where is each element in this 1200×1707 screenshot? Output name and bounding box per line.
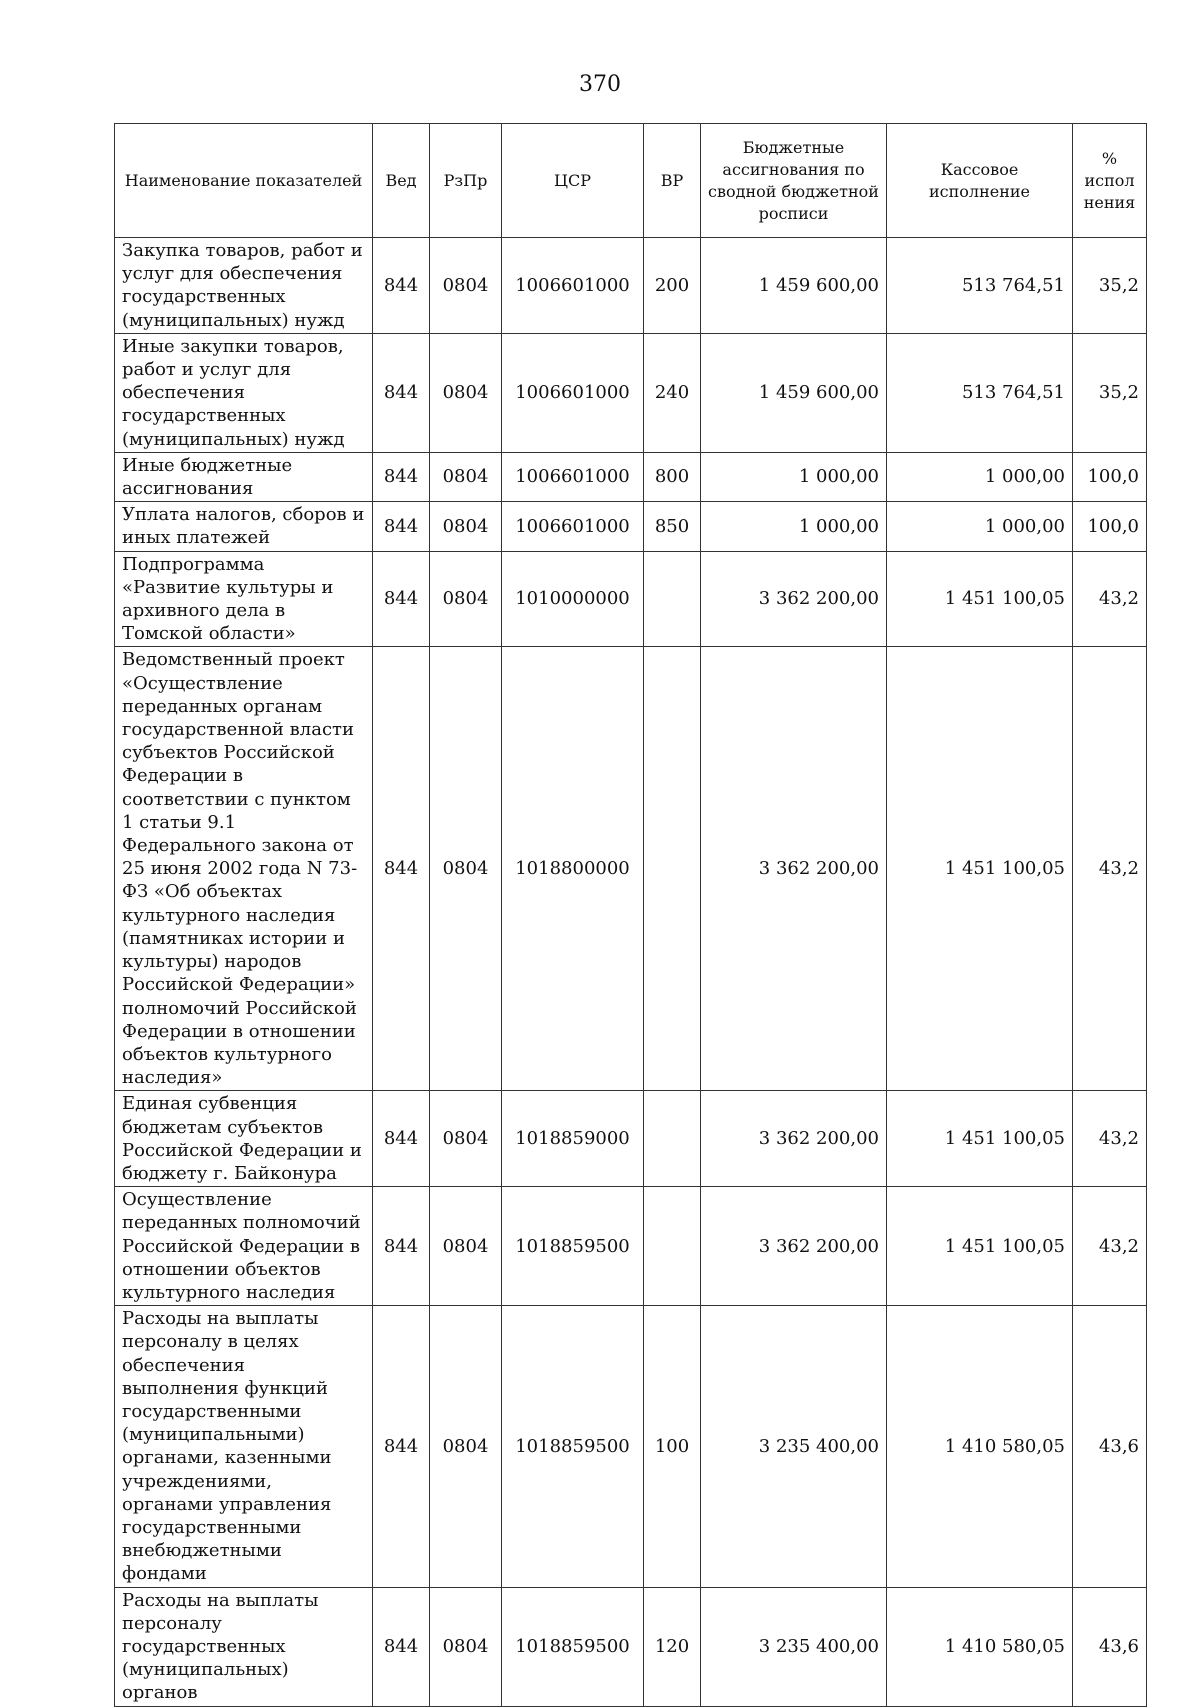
table-row	[115, 1587, 1147, 1706]
row-rzpr: 0804	[430, 238, 502, 334]
row-ved: 844	[373, 238, 430, 334]
row-ved: 844	[373, 333, 430, 452]
row-name: Иные закупки товаров, работ и услуг для обеспечения государственных (муниципальных) нужд	[115, 333, 373, 452]
table-row	[115, 1306, 1147, 1587]
row-percent: 43,6	[1073, 1306, 1147, 1587]
row-executed: 1 410 580,05	[887, 1306, 1073, 1587]
row-executed: 513 764,51	[887, 238, 1073, 334]
row-vr: 120	[644, 1587, 701, 1706]
table-row	[115, 452, 1147, 501]
row-ved: 844	[373, 1306, 430, 1587]
row-executed: 1 000,00	[887, 452, 1073, 501]
row-ved: 844	[373, 647, 430, 1091]
row-vr: 100	[644, 1306, 701, 1587]
row-vr: 850	[644, 502, 701, 551]
row-percent: 35,2	[1073, 238, 1147, 334]
row-csr: 1006601000	[502, 502, 644, 551]
row-rzpr: 0804	[430, 647, 502, 1091]
row-percent: 35,2	[1073, 333, 1147, 452]
row-assigned: 3 362 200,00	[701, 1187, 887, 1306]
row-executed: 513 764,51	[887, 333, 1073, 452]
row-executed: 1 451 100,05	[887, 1187, 1073, 1306]
row-percent: 100,0	[1073, 502, 1147, 551]
header-csr: ЦСР	[502, 124, 644, 238]
row-percent: 43,2	[1073, 647, 1147, 1091]
row-ved: 844	[373, 452, 430, 501]
row-name: Расходы на выплаты персоналу государственных (муниципальных) органов	[115, 1587, 373, 1706]
header-assigned: Бюджетные ассигнования по сводной бюджетной росписи	[701, 124, 887, 238]
row-csr: 1006601000	[502, 333, 644, 452]
row-executed: 1 451 100,05	[887, 647, 1073, 1091]
row-ved: 844	[373, 1187, 430, 1306]
row-csr: 1018800000	[502, 647, 644, 1091]
table-row	[115, 238, 1147, 334]
header-name: Наименование показателей	[115, 124, 373, 238]
row-rzpr: 0804	[430, 1306, 502, 1587]
row-vr: 800	[644, 452, 701, 501]
row-name: Подпрограмма «Развитие культуры и архивного дела в Томской области»	[115, 551, 373, 647]
row-vr: 200	[644, 238, 701, 334]
row-rzpr: 0804	[430, 333, 502, 452]
row-name: Расходы на выплаты персоналу в целях обеспечения выполнения функций государственными (муниципальными) органами, казенными учреждениями, органами управления государственными внебюджетными фондами	[115, 1306, 373, 1587]
table-header-row	[115, 124, 1147, 238]
row-csr: 1006601000	[502, 238, 644, 334]
row-name: Закупка товаров, работ и услуг для обеспечения государственных (муниципальных) нужд	[115, 238, 373, 334]
row-csr: 1006601000	[502, 452, 644, 501]
row-percent: 43,2	[1073, 1091, 1147, 1187]
row-assigned: 3 362 200,00	[701, 647, 887, 1091]
row-assigned: 1 459 600,00	[701, 333, 887, 452]
row-rzpr: 0804	[430, 1091, 502, 1187]
row-ved: 844	[373, 1091, 430, 1187]
row-ved: 844	[373, 1587, 430, 1706]
row-csr: 1018859500	[502, 1306, 644, 1587]
row-name: Единая субвенция бюджетам субъектов Российской Федерации и бюджету г. Байконура	[115, 1091, 373, 1187]
row-name: Иные бюджетные ассигнования	[115, 452, 373, 501]
row-assigned: 1 000,00	[701, 452, 887, 501]
row-assigned: 3 235 400,00	[701, 1306, 887, 1587]
row-csr: 1018859500	[502, 1587, 644, 1706]
row-csr: 1010000000	[502, 551, 644, 647]
row-executed: 1 410 580,05	[887, 1587, 1073, 1706]
header-percent: % испол нения	[1073, 124, 1147, 238]
table-row	[115, 647, 1147, 1091]
header-ved: Вед	[373, 124, 430, 238]
row-executed: 1 000,00	[887, 502, 1073, 551]
row-percent: 43,2	[1073, 1187, 1147, 1306]
row-vr	[644, 1091, 701, 1187]
row-name: Уплата налогов, сборов и иных платежей	[115, 502, 373, 551]
row-percent: 43,2	[1073, 551, 1147, 647]
row-rzpr: 0804	[430, 1187, 502, 1306]
row-rzpr: 0804	[430, 502, 502, 551]
row-name: Ведомственный проект «Осуществление переданных органам государственной власти субъектов Российской Федерации в соответствии с пунктом 1 статьи 9.1 Федерального закона от 25 июня 2002 года N 73-ФЗ «Об объектах культурного наследия (памятниках истории и культуры) народов Российской Федерации» полномочий Российской Федерации в отношении объектов культурного наследия»	[115, 647, 373, 1091]
row-vr	[644, 551, 701, 647]
table-row	[115, 551, 1147, 647]
table-row	[115, 502, 1147, 551]
budget-execution-table	[114, 123, 1147, 1707]
header-rzpr: РзПр	[430, 124, 502, 238]
row-vr	[644, 1187, 701, 1306]
row-executed: 1 451 100,05	[887, 1091, 1073, 1187]
row-assigned: 1 459 600,00	[701, 238, 887, 334]
row-rzpr: 0804	[430, 452, 502, 501]
row-csr: 1018859000	[502, 1091, 644, 1187]
row-ved: 844	[373, 551, 430, 647]
row-percent: 43,6	[1073, 1587, 1147, 1706]
table-row	[115, 1187, 1147, 1306]
row-executed: 1 451 100,05	[887, 551, 1073, 647]
header-executed: Кассовое исполнение	[887, 124, 1073, 238]
row-ved: 844	[373, 502, 430, 551]
row-assigned: 3 235 400,00	[701, 1587, 887, 1706]
row-rzpr: 0804	[430, 551, 502, 647]
row-name: Осуществление переданных полномочий Российской Федерации в отношении объектов культурного наследия	[115, 1187, 373, 1306]
row-assigned: 1 000,00	[701, 502, 887, 551]
header-vr: ВР	[644, 124, 701, 238]
row-assigned: 3 362 200,00	[701, 1091, 887, 1187]
row-assigned: 3 362 200,00	[701, 551, 887, 647]
row-rzpr: 0804	[430, 1587, 502, 1706]
table-row	[115, 1091, 1147, 1187]
row-percent: 100,0	[1073, 452, 1147, 501]
page-number: 370	[579, 72, 621, 97]
row-vr	[644, 647, 701, 1091]
row-vr: 240	[644, 333, 701, 452]
row-csr: 1018859500	[502, 1187, 644, 1306]
table-row	[115, 333, 1147, 452]
